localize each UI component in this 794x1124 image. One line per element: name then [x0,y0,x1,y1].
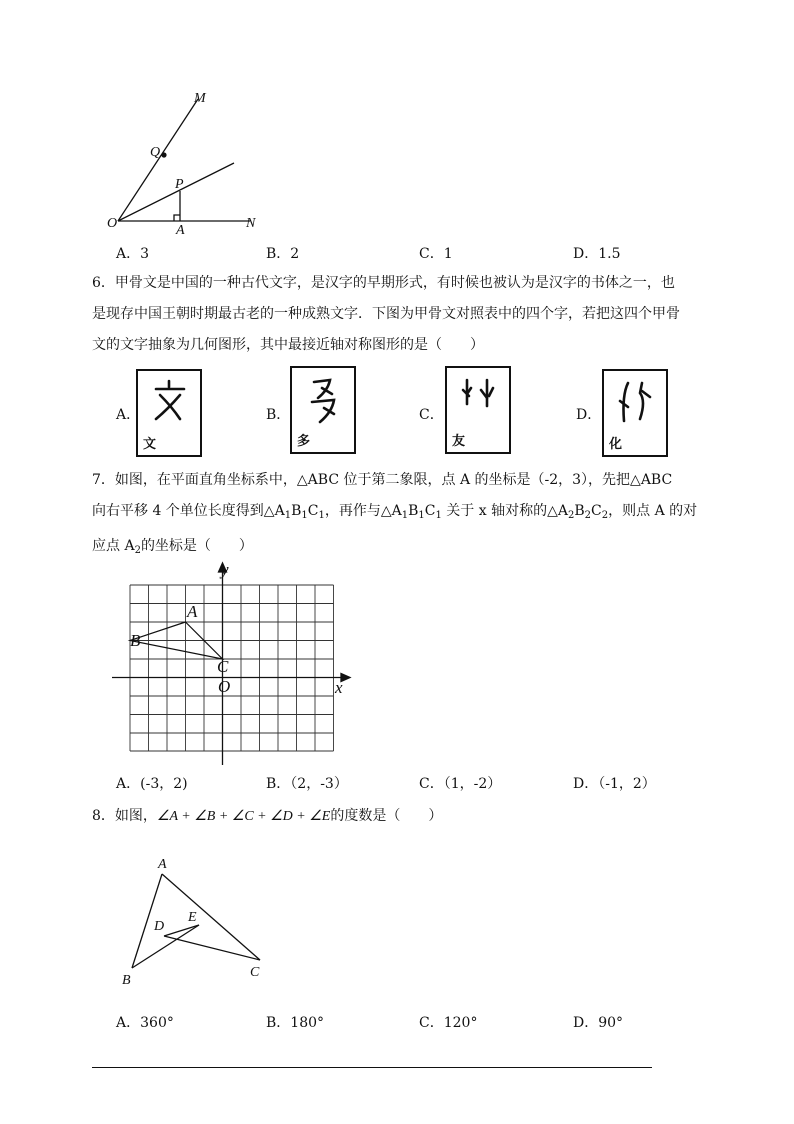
ray-op [118,163,234,221]
label-p: P [175,177,184,192]
segment-be [132,925,199,968]
q8-stem [92,801,712,832]
label-q: Q [150,145,161,160]
label-n: N [246,216,256,231]
label-e: E [188,910,197,925]
q8-option-a[interactable]: A．360° [116,1015,174,1031]
caption-duo: 多 [297,434,311,449]
q6-option-c-glyph[interactable] [445,366,511,454]
q7-options [116,773,736,793]
caption-wen: 文 [143,437,157,452]
q7-stem [92,465,712,566]
q7-line-2: 向右平移 4 个单位长度得到$\triangle A_1B_1C_1$，再作与$\triangle A_1B_1C_1$ 关于 x 轴对称的$\triangle A_2B_2C_2$，则点 A 的对 [92,503,698,521]
q6-line-3: 文的文字抽象为几何图形，其中最接近轴对称图形的是（ ） [92,337,484,353]
label-x: x [335,678,343,697]
q5-option-d[interactable]: D．1.5 [573,246,621,262]
q7-option-c[interactable]: C．（1，-2） [419,776,502,792]
q6-option-b-letter[interactable]: B． [266,407,291,423]
q6-line-2: 是现存中国王朝时期最古老的一种成熟文字．下图为甲骨文对照表中的四个字，若把这四个甲骨 [92,306,680,322]
q8-option-b[interactable]: B．180° [266,1015,325,1031]
q7-option-d[interactable]: D．（-1，2） [573,776,656,792]
caption-hua: 化 [609,437,623,452]
q6-option-a-glyph[interactable] [136,369,202,457]
label-y: y [221,560,229,579]
q8-line-1: 8．如图，∠A + ∠B + ∠C + ∠D + ∠E的度数是（ ） [92,808,443,824]
label-o: O [218,677,231,696]
q8-angle-expression: ∠A + ∠B + ∠C + ∠D + ∠E [156,809,331,824]
q6-option-d-letter[interactable]: D． [576,407,602,423]
right-angle-mark [174,215,180,221]
q8-options [116,1012,736,1032]
q5-option-c[interactable]: C．1 [419,246,453,262]
label-b: B [122,973,131,988]
label-a: A [176,223,185,235]
q6-option-c-letter[interactable]: C． [419,407,444,423]
grid-lines [130,585,334,751]
q6-line-1: 6．甲骨文是中国的一种古代文字，是汉字的早期形式，有时候也被认为是汉字的书体之一，也 [92,275,675,291]
label-b: B [130,631,141,650]
q8-option-d[interactable]: D．90° [573,1015,624,1031]
q6-option-b-glyph[interactable] [290,366,356,454]
point-q [161,152,166,157]
footer-divider [92,1067,652,1068]
label-d: D [154,919,165,934]
q8-figure [112,850,272,990]
q5-options [116,243,736,263]
q7-grid-figure [110,558,360,768]
label-a: A [187,602,198,621]
q7-line-1: 7．如图，在平面直角坐标系中，△ABC 位于第二象限，点 A 的坐标是（-2，3），先把△ABC [92,472,673,488]
label-c: C [250,965,260,980]
q6-option-d-glyph[interactable] [602,369,668,457]
q5-option-a[interactable]: A．3 [116,246,150,262]
ray-om [118,99,198,221]
q7-option-b[interactable]: B．（2，-3） [266,776,348,792]
q8-option-c[interactable]: C．120° [419,1015,478,1031]
segment-ed [164,925,199,936]
q6-option-a-letter[interactable]: A． [116,407,141,423]
q7-option-a[interactable]: A．(-3，2) [116,776,188,792]
label-c: C [217,657,229,676]
q5-figure [100,85,280,235]
label-a: A [158,857,167,872]
caption-you: 友 [452,434,466,449]
q5-option-b[interactable]: B．2 [266,246,300,262]
q7-line-3: 应点 $A_2$的坐标是（ ） [92,538,253,556]
label-o: O [107,216,118,231]
label-m: M [194,91,206,106]
q6-stem [92,268,712,361]
